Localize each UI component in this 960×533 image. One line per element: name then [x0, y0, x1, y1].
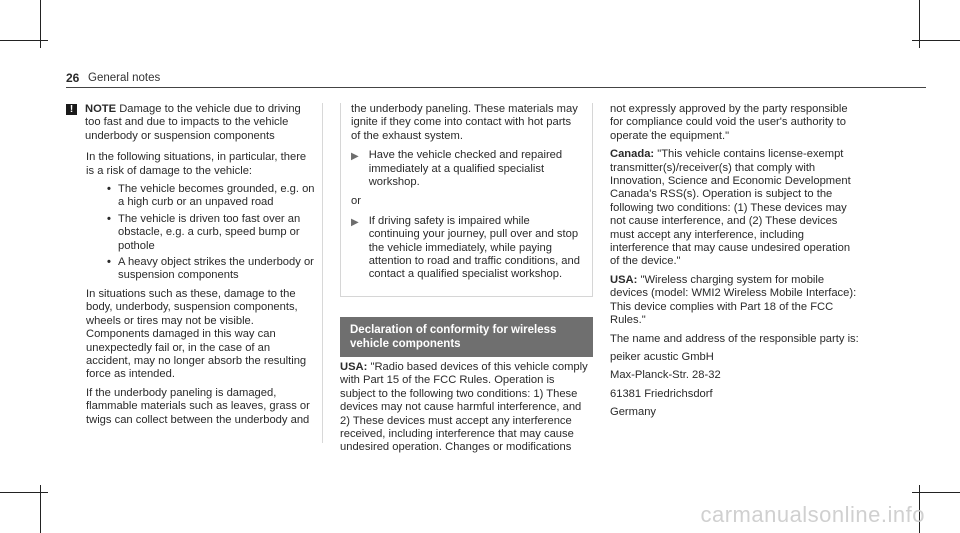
or-text: or: [351, 195, 361, 208]
list-item: • A heavy object strikes the underbody or suspension components: [118, 256, 316, 283]
column-3: [610, 103, 860, 425]
paragraph: The name and address of the responsible party is:: [610, 332, 859, 345]
column-2: [340, 103, 593, 460]
address-line: Germany: [610, 406, 657, 419]
canada-text: "This vehicle contains license-exempt transmitter(s)/receiver(s) that comply with Innovation, Science and Economic Development Canada's RSS(s). Operation is subject to the following two conditions: (1) These devices may not cause interference, and (2) These devices must accept any interference, including interference that may cause undesired operation of the device.": [610, 148, 851, 268]
step-text: If driving safety is impaired while continuing your journey, pull over and stop the vehicle immediately, while paying attention to road and traffic conditions, and contact a qualified specialist workshop.: [368, 214, 580, 281]
action-step: [351, 215, 582, 282]
usa-text: "Wireless charging system for mobile devices (model: WMI2 Wireless Mobile Interface): This device complies with Part 18 of the FCC Rules.": [610, 273, 857, 327]
header-rule: [66, 87, 926, 88]
warning-icon: !: [66, 104, 77, 115]
crop-mark: [0, 40, 48, 41]
paragraph: the underbody paneling. These materials may ignite if they come into contact with hot parts of the exhaust system.: [351, 103, 578, 142]
note-body: [85, 103, 316, 143]
paragraph: If the underbody paneling is damaged, flammable materials such as leaves, grass or twigs can collect between the underbody and: [86, 386, 310, 426]
column-1: [66, 103, 316, 432]
paragraph: not expressly approved by the party responsible for compliance could void the user's authority to operate the equipment.": [610, 103, 848, 142]
watermark: carmanualsonline.info: [700, 502, 925, 527]
list-item: • The vehicle is driven too fast over an obstacle, e.g. a curb, speed bump or pothole: [118, 213, 316, 253]
note-text: Damage to the vehicle due to driving too fast and due to impacts to the vehicle underbody or suspension components: [85, 103, 301, 142]
paragraph: [610, 148, 860, 269]
address-line: Max-Planck-Str. 28-32: [610, 369, 721, 382]
note-continuation-box: [340, 103, 593, 297]
step-text: Have the vehicle checked and repaired immediately at a qualified specialist workshop.: [368, 149, 563, 189]
paragraph: [340, 361, 593, 455]
usa-label: USA:: [610, 273, 638, 286]
list-item: • The vehicle becomes grounded, e.g. on a high curb or an unpaved road: [118, 183, 316, 210]
note-label: NOTE: [85, 103, 117, 115]
paragraph: In situations such as these, damage to the body, underbody, suspension components, wheels or tires may not be visible. Components damaged in this way can unexpectedly fail or, in the case of an accident, may no longer absorb the resulting force as intended.: [86, 287, 307, 381]
crop-mark: [0, 492, 48, 493]
crop-mark: [912, 40, 960, 41]
paragraph: [610, 274, 860, 328]
address-line: 61381 Friedrichsdorf: [610, 387, 713, 400]
note-block: [66, 103, 316, 143]
action-step: [351, 149, 582, 189]
crop-mark: [912, 492, 960, 493]
note-border: [322, 103, 323, 443]
page-title: General notes: [88, 72, 161, 84]
usa-text: "Radio based devices of this vehicle comply with Part 15 of the FCC Rules. Operation is subject to the following two conditions: 1) These devices may not cause harmful interference, and 2) These devices must accept any interference received, including interference that may cause undesired operation. Changes or modifications: [340, 360, 588, 454]
usa-label: USA:: [340, 360, 368, 373]
section-heading: Declaration of conformity for wireless vehicle components: [340, 317, 593, 357]
page-number: 26: [66, 71, 80, 85]
paragraph: In the following situations, in particular, there is a risk of damage to the vehicle:: [86, 151, 307, 177]
risk-list: [106, 183, 316, 283]
step-arrow-icon: ▶: [351, 151, 359, 163]
canada-label: Canada:: [610, 148, 655, 161]
address-line: peiker acustic GmbH: [610, 350, 714, 363]
step-arrow-icon: ▶: [351, 216, 359, 228]
